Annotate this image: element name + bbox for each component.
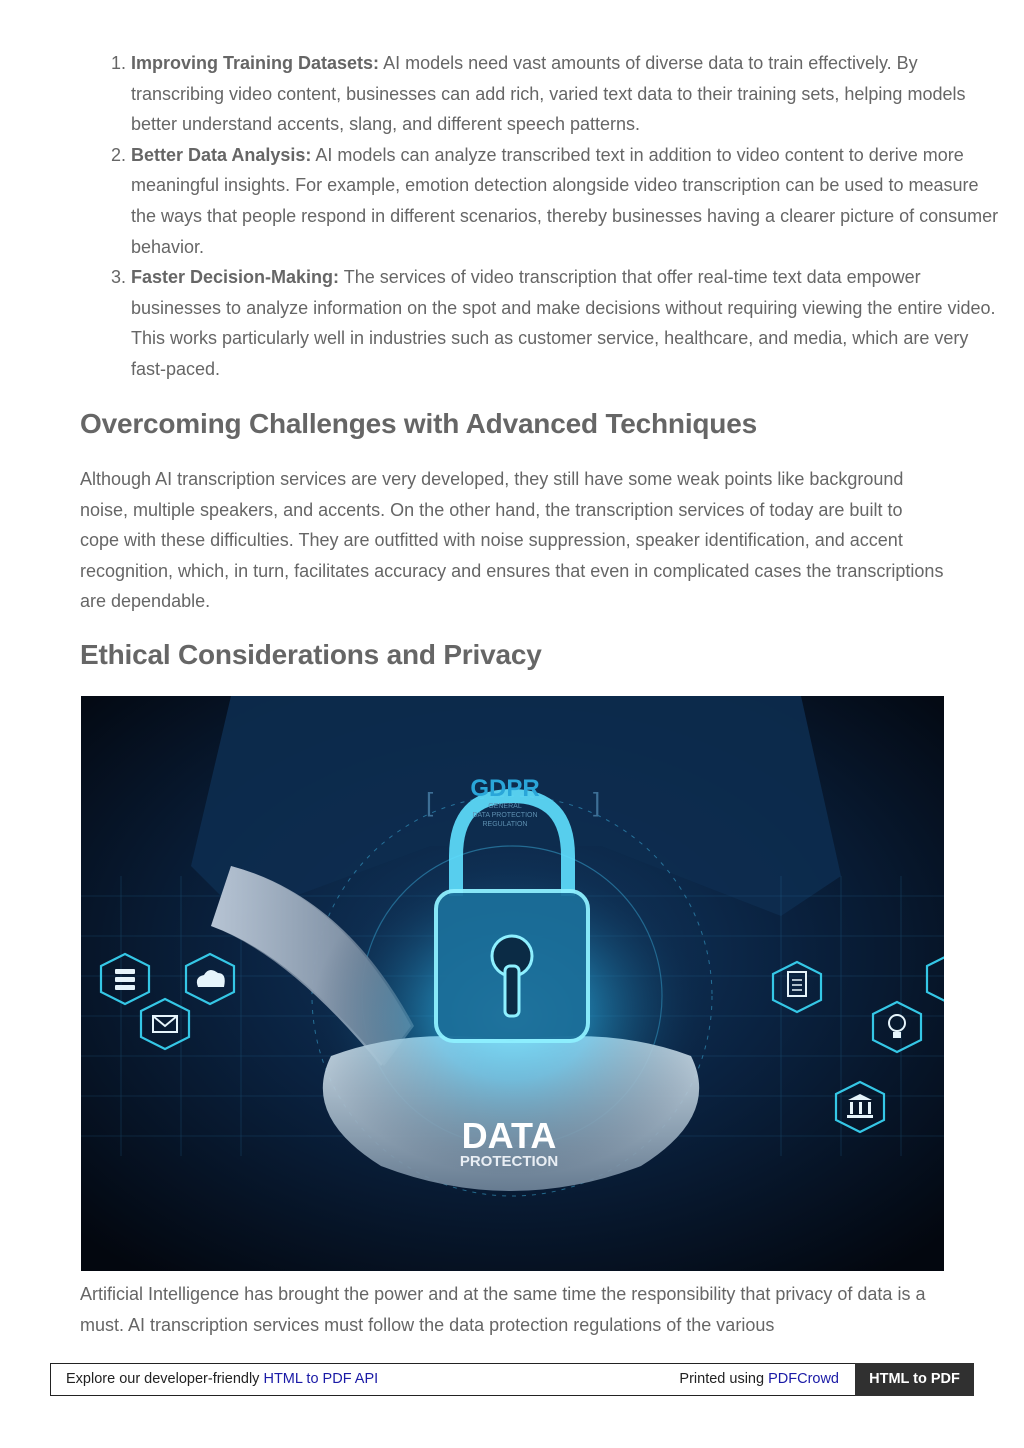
ethics-heading: Ethical Considerations and Privacy <box>80 639 542 670</box>
list-item-text: AI models can analyze transcribed text in addition to video content to derive more meaningful insights. For example, emotion detection alongside video transcription can be used to measure the ways that people respond in different scenarios, thereby businesses having a clearer picture of consumer behavior. <box>131 144 999 257</box>
protection-label: PROTECTION <box>459 1153 559 1170</box>
gdpr-line-1: GENERAL <box>488 803 522 810</box>
data-protection-image <box>81 696 944 1271</box>
benefits-list <box>80 48 1001 385</box>
gdpr-title: GDPR <box>470 775 540 802</box>
server-icon <box>115 969 135 990</box>
list-item <box>131 262 1001 384</box>
list-item-text: AI models need vast amounts of diverse data to train effectively. By transcribing video content, businesses can add rich, varied text data to their training sets, helping models better understand accents, slang, and different speech patterns. <box>131 53 966 135</box>
list-item <box>131 48 1001 140</box>
html-to-pdf-api-link[interactable]: HTML to PDF API <box>263 1371 379 1387</box>
footer-printed <box>679 1371 839 1387</box>
list-item-text: The services of video transcription that offer real-time text data empower businesses to analyze information on the spot and make decisions without requiring viewing the entire video. This works particularly well in industries such as customer service, healthcare, and media, which are very fast-paced. <box>131 267 996 379</box>
list-item-title: Better Data Analysis: <box>131 144 312 165</box>
footer-explore-text: Explore our developer-friendly <box>66 1371 264 1387</box>
challenges-heading: Overcoming Challenges with Advanced Techniques <box>80 408 757 439</box>
list-item-title: Faster Decision-Making: <box>131 267 340 288</box>
list-item <box>131 140 1001 262</box>
html-to-pdf-badge[interactable]: HTML to PDF <box>855 1363 974 1396</box>
challenges-paragraph: Although AI transcription services are very developed, they still have some weak points like background noise, multiple speakers, and accents. On the other hand, the transcription services of today are built to cope with these difficulties. They are outfitted with noise suppression, speaker identification, and accent recognition, which, in turn, facilitates accuracy and ensures that even in complicated cases the transcriptions are dependable. <box>80 469 944 612</box>
gdpr-line-3: REGULATION <box>482 821 528 828</box>
ethics-paragraph: Artificial Intelligence has brought the power and at the same time the responsibility that privacy of data is a must. AI transcription services must follow the data protection regulations of the various <box>80 1284 926 1335</box>
footer-printed-text: Printed using <box>679 1371 769 1387</box>
footer-explore <box>66 1371 378 1387</box>
svg-text:[: [ <box>426 787 434 817</box>
pdfcrowd-footer <box>50 1363 974 1396</box>
list-item-title: Improving Training Datasets: <box>131 53 380 73</box>
gdpr-line-2: DATA PROTECTION <box>472 812 538 819</box>
pdfcrowd-link[interactable]: PDFCrowd <box>768 1371 839 1387</box>
data-label: DATA <box>461 1115 557 1156</box>
svg-text:]: ] <box>593 787 601 817</box>
